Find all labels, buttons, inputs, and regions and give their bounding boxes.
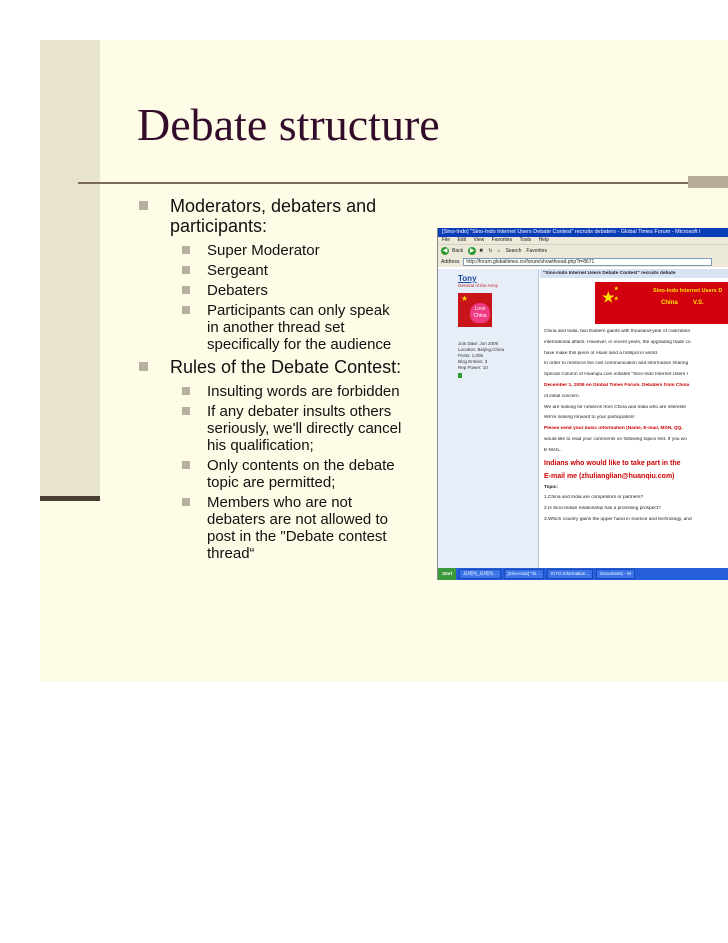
- star-icon: ★: [602, 289, 615, 305]
- post-title: "Sino-Indo Internet Users Debate Contest" recruits debate: [540, 269, 728, 278]
- taskbar-item[interactable]: ICTO Information...: [547, 569, 593, 579]
- post-line: Indians who would like to take part in the: [544, 459, 681, 467]
- post-line: 3.Which country gains the upper hand in science and technology, and: [544, 516, 692, 522]
- back-arrow-icon[interactable]: ◀: [442, 248, 448, 254]
- sub-bullet-text: Super Moderator: [207, 242, 320, 259]
- location: Location: Beijing,China: [458, 347, 505, 352]
- post-line: We are looking for netizens from China and India who are intereste: [544, 404, 687, 410]
- post-line: Please send your basic information (Name, E-mail, MSN, QQ,: [544, 426, 683, 432]
- post-line: December 1, 2009 on Global Times Forum. Debaters from China: [544, 382, 690, 388]
- post-body: [540, 329, 728, 528]
- bullet-square-icon: [182, 266, 190, 274]
- avatar-heart-label: Love China: [470, 303, 490, 323]
- menu-bar: [438, 237, 728, 244]
- post-line: Special Column of Huanqiu.com initiates "Sino-Indo Internet Users I: [544, 372, 688, 378]
- bullet-square-icon: [182, 246, 190, 254]
- bullet-text: Rules of the Debate Contest:: [170, 357, 402, 377]
- sub-bullet-text: Only contents on the debate topic are permitted;: [207, 457, 395, 491]
- sub-bullet-text: Members who are not debaters are not allowed to post in the "Debate contest thread“: [207, 494, 388, 562]
- sub-bullet-text: Debaters: [207, 282, 268, 299]
- post-line: have make this piece of Asian land a hotspot in world.: [544, 350, 659, 356]
- bullet-rules: [123, 357, 403, 562]
- title-divider-accent: [688, 176, 728, 188]
- bullet-square-icon: [182, 286, 190, 294]
- bullet-list: [123, 196, 403, 566]
- bullet-square-icon: [182, 306, 190, 314]
- sub-bullet-list: [170, 383, 403, 562]
- sub-bullet-text: Insulting words are forbidden: [207, 383, 400, 400]
- sub-bullet-text: Participants can only speak in another thread set specifically for the audience: [207, 302, 392, 353]
- banner-china: China: [661, 300, 678, 306]
- menu-help[interactable]: Help: [538, 237, 549, 243]
- sub-bullet-item: [170, 262, 403, 279]
- slide-title: Debate structure: [137, 99, 440, 150]
- taskbar-item[interactable]: [Sino-Indo] "Si...: [504, 569, 544, 579]
- sub-bullet-item: [170, 494, 403, 562]
- bullet-square-icon: [139, 201, 148, 210]
- refresh-icon[interactable]: ↻: [488, 248, 493, 254]
- avatar: [458, 293, 492, 327]
- start-button[interactable]: Start: [438, 568, 456, 580]
- search-button[interactable]: Search: [505, 248, 522, 254]
- browser-toolbar: [438, 244, 728, 257]
- address-input[interactable]: http://forum.globaltimes.cn/forum/showthread.php?t=8671: [463, 258, 712, 266]
- address-bar: [438, 257, 728, 267]
- post-line: of initial concern.: [544, 393, 580, 399]
- favorites-button[interactable]: Favorites: [526, 248, 547, 254]
- user-stats: [458, 341, 504, 371]
- forum-post: [540, 269, 728, 568]
- menu-tools[interactable]: Tools: [519, 237, 532, 243]
- forward-arrow-icon[interactable]: ▶: [469, 248, 475, 254]
- post-line: E-MAIL.: [544, 447, 562, 453]
- sub-bullet-text: Sergeant: [207, 262, 268, 279]
- bullet-square-icon: [182, 461, 190, 469]
- home-icon[interactable]: ⌂: [497, 248, 501, 254]
- sub-bullet-item: [170, 282, 403, 299]
- contest-banner: [595, 282, 728, 324]
- bullet-square-icon: [182, 407, 190, 415]
- post-line: E-mail me (zhulianglian@huanqiu.com): [544, 472, 675, 480]
- online-status-icon: [458, 373, 462, 378]
- post-line: international affairs. However, in recent years, the upgrading trade co: [544, 339, 691, 345]
- post-line: Topic:: [544, 484, 559, 490]
- slide-left-band: [40, 40, 100, 500]
- star-icon: ★: [614, 296, 619, 302]
- address-label: Address: [441, 259, 460, 265]
- post-line: China and India, two Eastern giants with thousand-year of civilization: [544, 329, 691, 334]
- sub-bullet-item: [170, 383, 403, 400]
- banner-title: Sino-Indo Internet Users D: [653, 288, 723, 294]
- menu-favorites[interactable]: Favorites: [491, 237, 513, 243]
- title-divider: [78, 182, 728, 184]
- banner-vs: V.S.: [693, 300, 704, 306]
- sub-bullet-item: [170, 302, 403, 353]
- taskbar-item[interactable]: 局域网_局域网...: [459, 569, 500, 579]
- star-icon: ★: [614, 286, 619, 292]
- post-line: 2.Is Sino-Indian relationship has a promising prospect?: [544, 506, 661, 512]
- sub-bullet-item: [170, 403, 403, 454]
- window-title-bar: [Sino-Indo] "Sino-Indo Internet Users Debate Contest" recruits debaters - Global Times Forum - Microsoft I: [438, 228, 728, 237]
- post-count: Posts: 1,006: [458, 353, 484, 358]
- sub-bullet-list: [170, 242, 403, 353]
- post-line: In order to reinforce the civil communication and information sharing: [544, 361, 689, 367]
- menu-view[interactable]: View: [473, 237, 485, 243]
- join-date: Join Date: Jun 2009: [458, 341, 499, 346]
- sub-bullet-text: If any debater insults others seriously, we'll directly cancel his qualification;: [207, 403, 402, 454]
- sub-bullet-item: [170, 457, 403, 491]
- taskbar-item[interactable]: Document1 - M: [596, 569, 635, 579]
- user-rank: General of the Army: [458, 283, 499, 288]
- post-line: 1.China and India are competitors or partners?: [544, 495, 644, 501]
- rep-power: Rep Power: 10: [458, 365, 488, 370]
- menu-file[interactable]: File: [442, 237, 451, 243]
- bullet-square-icon: [182, 387, 190, 395]
- user-info-pane: [438, 269, 539, 568]
- taskbar: [438, 568, 728, 580]
- username-link[interactable]: Tony: [458, 274, 477, 283]
- blog-entries: Blog Entries: 3: [458, 359, 488, 364]
- bullet-text: Moderators, debaters and participants:: [170, 196, 377, 236]
- bullet-square-icon: [139, 362, 148, 371]
- post-line: would like to read your comments on following topics first. If you wo: [544, 436, 687, 442]
- back-button[interactable]: Back: [452, 248, 464, 254]
- star-icon: ★: [461, 294, 469, 303]
- forum-page: [438, 269, 728, 568]
- menu-edit[interactable]: Edit: [457, 237, 467, 243]
- bullet-square-icon: [182, 498, 190, 506]
- post-line: We're looking forward to your participation!: [544, 415, 635, 421]
- forum-screenshot: [437, 228, 728, 580]
- stop-icon[interactable]: ✖: [479, 248, 484, 254]
- bullet-roles: [123, 196, 403, 353]
- sub-bullet-item: [170, 242, 403, 259]
- slide-left-band-accent: [40, 496, 100, 501]
